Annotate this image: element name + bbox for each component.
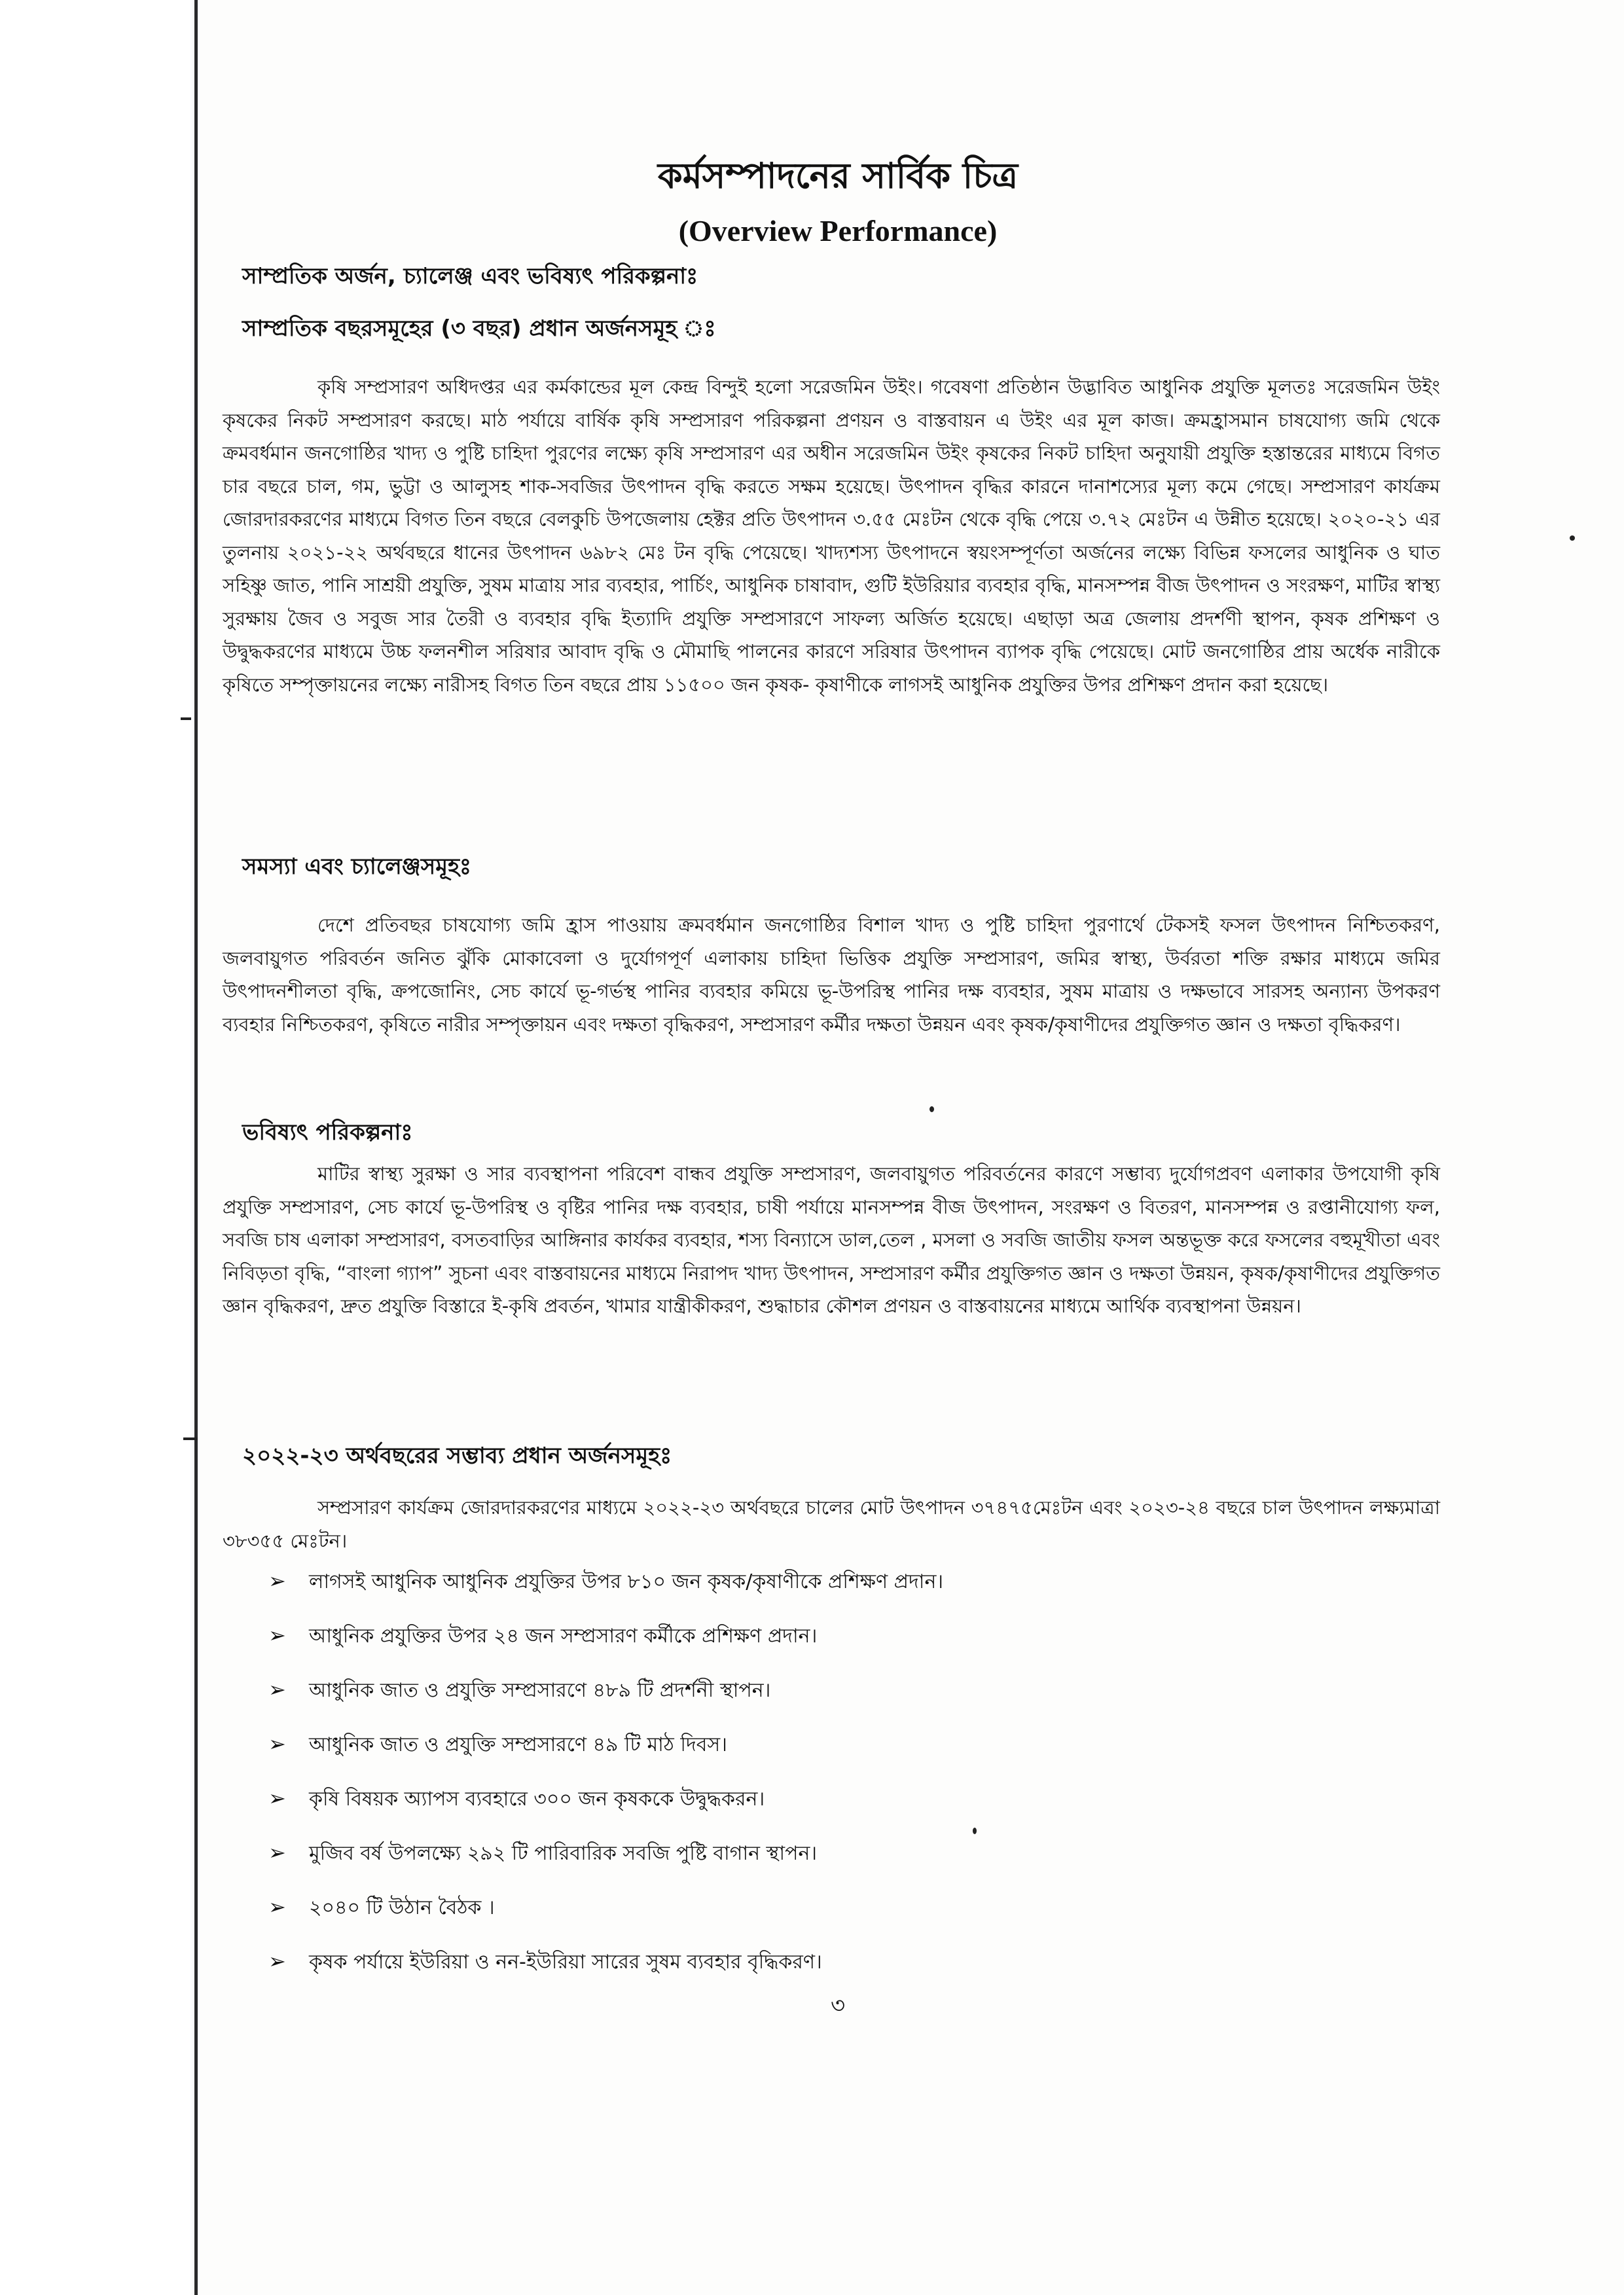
- list-item-text: আধুনিক জাত ও প্রযুক্তি সম্প্রসারণে ৪৯ টি মাঠ দিবস।: [309, 1733, 727, 1756]
- list-item-text: মুজিব বর্ষ উপলক্ষ্যে ২৯২ টি পারিবারিক সবজি পুষ্টি বাগান স্থাপন।: [309, 1842, 818, 1865]
- challenges-text: দেশে প্রতিবছর চাষযোগ্য জমি হ্রাস পাওয়ায় ক্রমবর্ধমান জনগোষ্ঠির বিশাল খাদ্য ও পুষ্টি চাহিদা পুরণার্থে টেকসই ফসল উৎপাদন নিশ্চিতকরণ, জলবায়ুগত পরিবর্তন জনিত ঝুঁকি মোকাবেলা ও দুর্যোগপূর্ণ এলাকায় চাহিদা ভিত্তিক প্রযুক্তি সম্প্রসারণ, জমির স্বাস্থ্য, উর্বরতা শক্তি রক্ষার মাধ্যমে জমির উৎপাদনশীলতা বৃদ্ধি, ক্রপজোনিং, সেচ কার্যে ভূ-গর্ভস্থ পানির ব্যবহার কমিয়ে ভূ-উপরিস্থ পানির দক্ষ ব্যবহার, সুষম মাত্রায় ও দক্ষভাবে সারসহ অন্যান্য উপকরণ ব্যবহার নিশ্চিতকরণ, কৃষিতে নারীর সম্পৃক্তায়ন এবং দক্ষতা বৃদ্ধিকরণ, সম্প্রসারণ কর্মীর দক্ষতা উন্নয়ন এবং কৃষক/কৃষাণীদের প্রযুক্তিগত জ্ঞান ও দক্ষতা বৃদ্ধিকরণ।: [223, 914, 1440, 1036]
- list-item-text: ২০৪০ টি উঠান বৈঠক ।: [309, 1896, 495, 1919]
- list-item: [268, 1890, 1381, 1945]
- scan-dash-mark: [183, 1437, 198, 1440]
- arrow-bullet-icon: ➢: [268, 1949, 286, 1974]
- achievements-text: কৃষি সম্প্রসারণ অধিদপ্তর এর কর্মকান্ডের মূল কেন্দ্র বিন্দুই হলো সরেজমিন উইং। গবেষণা প্রতিষ্ঠান উদ্ভাবিত আধুনিক প্রযুক্তি মূলতঃ সরেজমিন উইং কৃষকের নিকট সম্প্রসারণ করছে। মাঠ পর্যায়ে বার্ষিক কৃষি সম্প্রসারণ পরিকল্পনা প্রণয়ন ও বাস্তবায়ন এ উইং এর মূল কাজ। ক্রমহ্রাসমান চাষযোগ্য জমি থেকে ক্রমবর্ধমান জনগোষ্ঠির খাদ্য ও পুষ্টি চাহিদা পুরণের লক্ষ্যে কৃষি সম্প্রসারণ এর অধীন সরেজমিন উইং কৃষকের নিকট চাহিদা অনুযায়ী প্রযুক্তি হস্তান্তরের মাধ্যমে বিগত চার বছরে চাল, গম, ভুট্টা ও আলুসহ শাক-সবজির উৎপাদন বৃদ্ধি করতে সক্ষম হয়েছে। উৎপাদন বৃদ্ধির কারনে দানাশস্যের মূল্য কমে গেছে। সম্প্রসারণ কার্যক্রম জোরদারকরণের মাধ্যমে বিগত তিন বছরে বেলকুচি উপজেলায় হেক্টর প্রতি উৎপাদন ৩.৫৫ মেঃটন থেকে বৃদ্ধি পেয়ে ৩.৭২ মেঃটন এ উন্নীত হয়েছে। ২০২০-২১ এর তুলনায় ২০২১-২২ অর্থবছরে ধানের উৎপাদন ৬৯৮২ মেঃ টন বৃদ্ধি পেয়েছে। খাদ্যশস্য উৎপাদনে স্বয়ংসম্পূর্ণতা অর্জনের লক্ষ্যে বিভিন্ন ফসলের আধুনিক ও ঘাত সহিষ্ণু জাত, পানি সাশ্রয়ী প্রযুক্তি, সুষম মাত্রায় সার ব্যবহার, পার্চিং, আধুনিক চাষাবাদ, গুটি ইউরিয়ার ব্যবহার বৃদ্ধি, মানসম্পন্ন বীজ উৎপাদন ও সংরক্ষণ, মাটির স্বাস্থ্য সুরক্ষায় জৈব ও সবুজ সার তৈরী ও ব্যবহার বৃদ্ধি ইত্যাদি প্রযুক্তি সম্প্রসারণে সাফল্য অর্জিত হয়েছে। এছাড়া অত্র জেলায় প্রদর্শণী স্থাপন, কৃষক প্রশিক্ষণ ও উদ্বুদ্ধকরণের মাধ্যমে উচ্চ ফলনশীল সরিষার আবাদ বৃদ্ধি ও মৌমাছি পালনের কারণে সরিষার উৎপাদন ব্যাপক বৃদ্ধি পেয়েছে। মোট জনগোষ্ঠির প্রায় অর্ধেক নারীকে কৃষিতে সম্পৃক্তায়নের লক্ষ্যে নারীসহ বিগত তিন বছরে প্রায় ১১৫০০ জন কৃষক- কৃষাণীকে লাগসই আধুনিক প্রযুক্তির উপর প্রশিক্ষণ প্রদান করা হয়েছে।: [223, 376, 1440, 696]
- challenges-paragraph: [223, 909, 1440, 1041]
- list-item: [268, 1836, 1381, 1890]
- targets-paragraph: [223, 1491, 1440, 1557]
- achievements-paragraph: [223, 370, 1440, 701]
- challenges-heading: সমস্যা এবং চ্যালেঞ্জসমূহঃ: [242, 854, 472, 880]
- arrow-bullet-icon: ➢: [268, 1894, 286, 1919]
- list-item: [268, 1782, 1381, 1836]
- page-title: কর্মসম্পাদনের সার্বিক চিত্র: [657, 155, 1019, 196]
- targets-text: সম্প্রসারণ কার্যক্রম জোরদারকরণের মাধ্যমে ২০২২-২৩ অর্থবছরে চালের মোট উৎপাদন ৩৭৪৭৫মেঃটন এবং ২০২৩-২৪ বছরে চাল উৎপাদন লক্ষ্যমাত্রা ৩৮৩৫৫ মেঃটন।: [223, 1496, 1440, 1552]
- list-item-text: লাগসই আধুনিক আধুনিক প্রযুক্তির উপর ৮১০ জন কৃষক/কৃষাণীকে প্রশিক্ষণ প্রদান।: [309, 1570, 944, 1593]
- arrow-bullet-icon: ➢: [268, 1568, 286, 1593]
- future-plan-paragraph: [223, 1157, 1440, 1323]
- scan-dash-mark: [181, 717, 191, 720]
- arrow-bullet-icon: ➢: [268, 1786, 286, 1811]
- section-main-heading: সাম্প্রতিক অর্জন, চ্যালেঞ্জ এবং ভবিষ্যৎ পরিকল্পনাঃ: [242, 263, 698, 289]
- scan-binding-line: [194, 0, 198, 2295]
- scan-speck: [1570, 535, 1575, 541]
- arrow-bullet-icon: ➢: [268, 1840, 286, 1865]
- document-content: [223, 0, 1453, 2295]
- targets-heading: ২০২২-২৩ অর্থবছরের সম্ভাব্য প্রধান অর্জনসমূহঃ: [242, 1443, 672, 1469]
- future-plan-heading: ভবিষ্যৎ পরিকল্পনাঃ: [242, 1119, 413, 1146]
- achievements-heading: সাম্প্রতিক বছরসমূহের (৩ বছর) প্রধান অর্জনসমূহ ঃ: [242, 316, 716, 342]
- list-item: [268, 1673, 1381, 1727]
- list-item-text: আধুনিক প্রযুক্তির উপর ২৪ জন সম্প্রসারণ কর্মীকে প্রশিক্ষণ প্রদান।: [309, 1625, 818, 1648]
- page-subtitle: (Overview Performance): [678, 214, 998, 247]
- list-item-text: কৃষি বিষয়ক অ্যাপস ব্যবহারে ৩০০ জন কৃষককে উদ্বুদ্ধকরন।: [309, 1788, 765, 1811]
- future-plan-text: মাটির স্বাস্থ্য সুরক্ষা ও সার ব্যবস্থাপনা পরিবেশ বান্ধব প্রযুক্তি সম্প্রসারণ, জলবায়ুগত পরিবর্তনের কারণে সম্ভাব্য দুর্যোগপ্রবণ এলাকার উপযোগী কৃষি প্রযুক্তি সম্প্রসারণ, সেচ কার্যে ভূ-উপরিস্থ ও বৃষ্টির পানির দক্ষ ব্যবহার, চাষী পর্যায়ে মানসম্পন্ন বীজ উৎপাদন, সংরক্ষণ ও বিতরণ, মানসম্পন্ন ও রপ্তানীযোগ্য ফল, সবজি চাষ এলাকা সম্প্রসারণ, বসতবাড়ির আঙ্গিনার কার্যকর ব্যবহার, শস্য বিন্যাসে ডাল,তেল , মসলা ও সবজি জাতীয় ফসল অন্তভূক্ত করে ফসলের বহুমূখীতা এবং নিবিড়তা বৃদ্ধি, “বাংলা গ্যাপ” সুচনা এবং বাস্তবায়নের মাধ্যমে নিরাপদ খাদ্য উৎপাদন, সম্প্রসারণ কর্মীর প্রযুক্তিগত জ্ঞান ও দক্ষতা উন্নয়ন, কৃষক/কৃষাণীদের প্রযুক্তিগত জ্ঞান বৃদ্ধিকরণ, দ্রুত প্রযুক্তি বিস্তারে ই-কৃষি প্রবর্তন, খামার যান্ত্রীকীকরণ, শুদ্ধাচার কৌশল প্রণয়ন ও বাস্তবায়নের মাধ্যমে আর্থিক ব্যবস্থাপনা উন্নয়ন।: [223, 1163, 1440, 1317]
- arrow-bullet-icon: ➢: [268, 1623, 286, 1648]
- list-item: [268, 1727, 1381, 1782]
- arrow-bullet-icon: ➢: [268, 1677, 286, 1702]
- list-item-text: কৃষক পর্যায়ে ইউরিয়া ও নন-ইউরিয়া সারের সুষম ব্যবহার বৃদ্ধিকরণ।: [309, 1951, 822, 1974]
- arrow-bullet-icon: ➢: [268, 1731, 286, 1756]
- list-item: [268, 1619, 1381, 1673]
- list-item-text: আধুনিক জাত ও প্রযুক্তি সম্প্রসারণে ৪৮৯ টি প্রদর্শনী স্থাপন।: [309, 1679, 771, 1702]
- list-item: [268, 1564, 1381, 1619]
- targets-bullet-list: [268, 1564, 1381, 1999]
- scan-binding-margin: [0, 0, 196, 2295]
- page-number: ৩: [830, 1993, 846, 2019]
